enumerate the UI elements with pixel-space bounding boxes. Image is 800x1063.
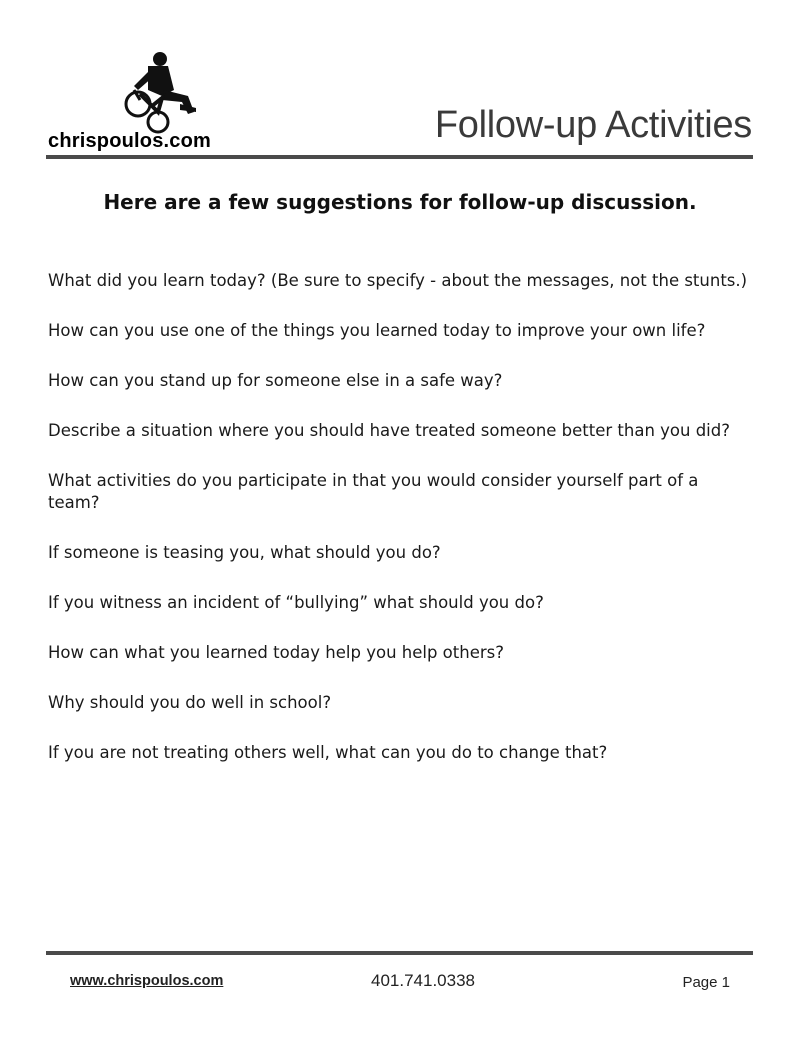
- header-divider: [46, 155, 753, 159]
- question-item: How can what you learned today help you help others?: [48, 643, 504, 662]
- question-item: How can you stand up for someone else in a safe way?: [48, 371, 503, 390]
- question-item: What activities do you participate in that you would consider yourself part of a team?: [48, 471, 699, 512]
- brand-logo: [46, 50, 246, 160]
- website-link[interactable]: www.chrispoulos.com: [70, 973, 224, 989]
- question-item: Why should you do well in school?: [48, 693, 332, 712]
- page-number: Page 1: [682, 974, 730, 991]
- footer-divider: [46, 951, 753, 955]
- question-item: What did you learn today? (Be sure to specify - about the messages, not the stunts.): [48, 271, 748, 290]
- question-item: If someone is teasing you, what should you do?: [48, 543, 441, 562]
- bmx-rider-silhouette-icon: [118, 50, 208, 136]
- question-item: How can you use one of the things you learned today to improve your own life?: [48, 321, 706, 340]
- logo-wordmark: chrispoulos.com: [48, 130, 212, 152]
- question-item: If you witness an incident of “bullying” what should you do?: [48, 593, 544, 612]
- question-list: [48, 270, 748, 792]
- question-item: If you are not treating others well, what can you do to change that?: [48, 743, 608, 762]
- page-footer: [0, 973, 800, 995]
- phone-number: 401.741.0338: [371, 971, 475, 990]
- page-title: Follow-up Activities: [434, 104, 752, 146]
- question-item: Describe a situation where you should have treated someone better than you did?: [48, 421, 731, 440]
- page-subtitle: Here are a few suggestions for follow-up discussion.: [103, 190, 697, 214]
